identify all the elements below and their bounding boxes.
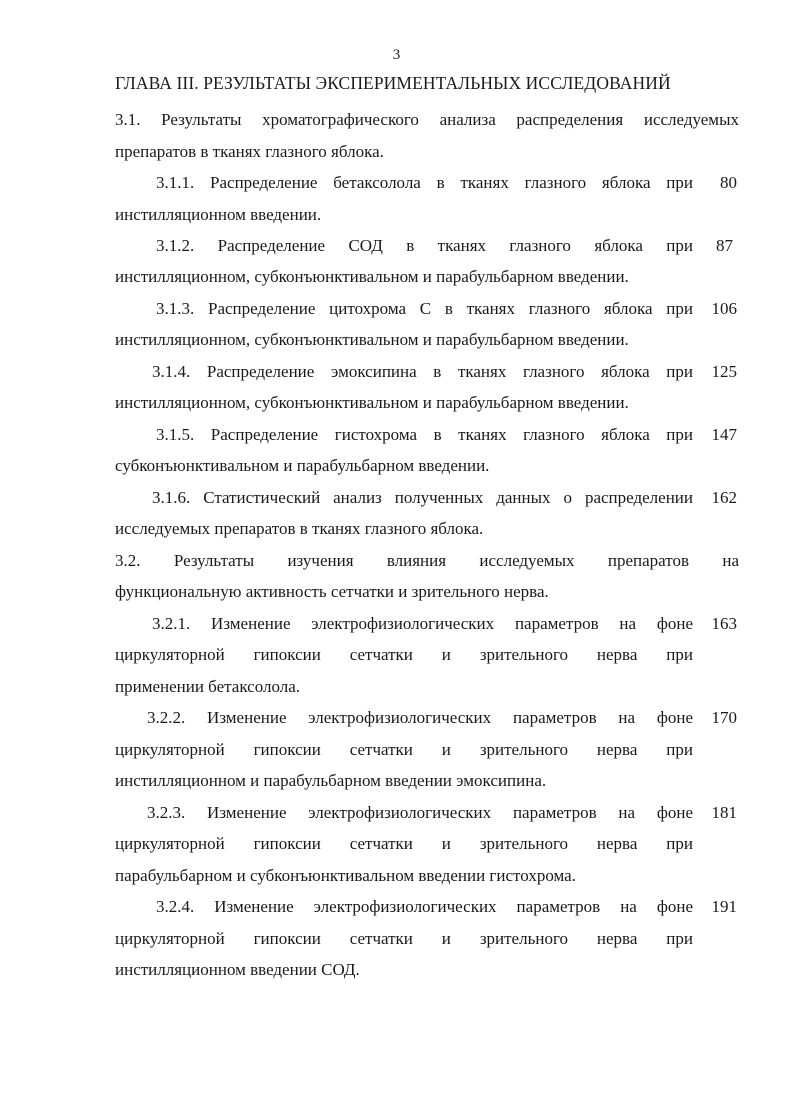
toc-entry-line: исследуемых препаратов в тканях глазного яблока. xyxy=(115,519,484,538)
toc-entry-line: инстилляционном, субконъюнктивальном и парабульбарном введении. xyxy=(115,393,629,412)
toc-entry-line: 3.2.2. Изменение электрофизиологических параметров на фоне xyxy=(147,708,693,727)
toc-entry-line: циркуляторной гипоксии сетчатки и зрительного нерва при xyxy=(115,645,693,664)
toc-entry-line: 3.1.4. Распределение эмоксипина в тканях глазного яблока при xyxy=(152,362,693,381)
toc-entry-line: 3.1.6. Статистический анализ полученных данных о распределении xyxy=(152,488,693,507)
toc-entry-line: субконъюнктивальном и парабульбарном введении. xyxy=(115,456,490,475)
toc-entry-line: циркуляторной гипоксии сетчатки и зрительного нерва при xyxy=(115,740,693,759)
toc-entry-line: 3.2.3. Изменение электрофизиологических параметров на фоне xyxy=(147,803,693,822)
toc-entry-line: 3.2.1. Изменение электрофизиологических параметров на фоне xyxy=(152,614,693,633)
toc-page-number: 87 xyxy=(716,236,733,255)
toc-heading-line: 3.2. Результаты изучения влияния исследуемых препаратов на xyxy=(115,551,739,570)
toc-entry-line: циркуляторной гипоксии сетчатки и зрительного нерва при xyxy=(115,834,693,853)
toc-entry-line: парабульбарном и субконъюнктивальном введении гистохрома. xyxy=(115,866,576,885)
toc-page-number: 170 xyxy=(711,708,737,727)
toc-page-number: 106 xyxy=(711,299,737,318)
toc-page-number: 125 xyxy=(711,362,737,381)
toc-entry-line: 3.1.1. Распределение бетаксолола в тканях глазного яблока при xyxy=(156,173,693,192)
toc-entry-line: 3.1.3. Распределение цитохрома С в тканях глазного яблока при xyxy=(156,299,693,318)
toc-entry-line: инстилляционном, субконъюнктивальном и парабульбарном введении. xyxy=(115,267,629,286)
toc-heading-line: функциональную активность сетчатки и зрительного нерва. xyxy=(115,582,549,601)
toc-heading-line: 3.1. Результаты хроматографического анализа распределения исследуемых xyxy=(115,110,739,129)
toc-page-number: 163 xyxy=(711,614,737,633)
toc-page-number: 80 xyxy=(720,173,737,192)
toc-heading-line: препаратов в тканях глазного яблока. xyxy=(115,142,384,161)
toc-entry-line: 3.2.4. Изменение электрофизиологических параметров на фоне xyxy=(156,897,693,916)
toc-entry-line: инстилляционном введении СОД. xyxy=(115,960,360,979)
toc-page-number: 147 xyxy=(711,425,737,444)
page-number: 3 xyxy=(392,47,401,63)
toc-entry-line: циркуляторной гипоксии сетчатки и зрительного нерва при xyxy=(115,929,693,948)
toc-entry-line: инстилляционном и парабульбарном введении эмоксипина. xyxy=(115,771,547,790)
toc-entry-line: 3.1.5. Распределение гистохрома в тканях глазного яблока при xyxy=(156,425,693,444)
toc-entry-line: применении бетаксолола. xyxy=(115,677,301,696)
toc-entry-line: 3.1.2. Распределение СОД в тканях глазного яблока при xyxy=(156,236,693,255)
toc-page-number: 181 xyxy=(711,803,737,822)
toc-page-number: 191 xyxy=(711,897,737,916)
chapter-title: ГЛАВА III. РЕЗУЛЬТАТЫ ЭКСПЕРИМЕНТАЛЬНЫХ ИССЛЕДОВАНИЙ xyxy=(115,73,671,93)
toc-entry-line: инстилляционном введении. xyxy=(115,205,322,224)
toc-entry-line: инстилляционном, субконъюнктивальном и парабульбарном введении. xyxy=(115,330,629,349)
toc-page-number: 162 xyxy=(711,488,737,507)
